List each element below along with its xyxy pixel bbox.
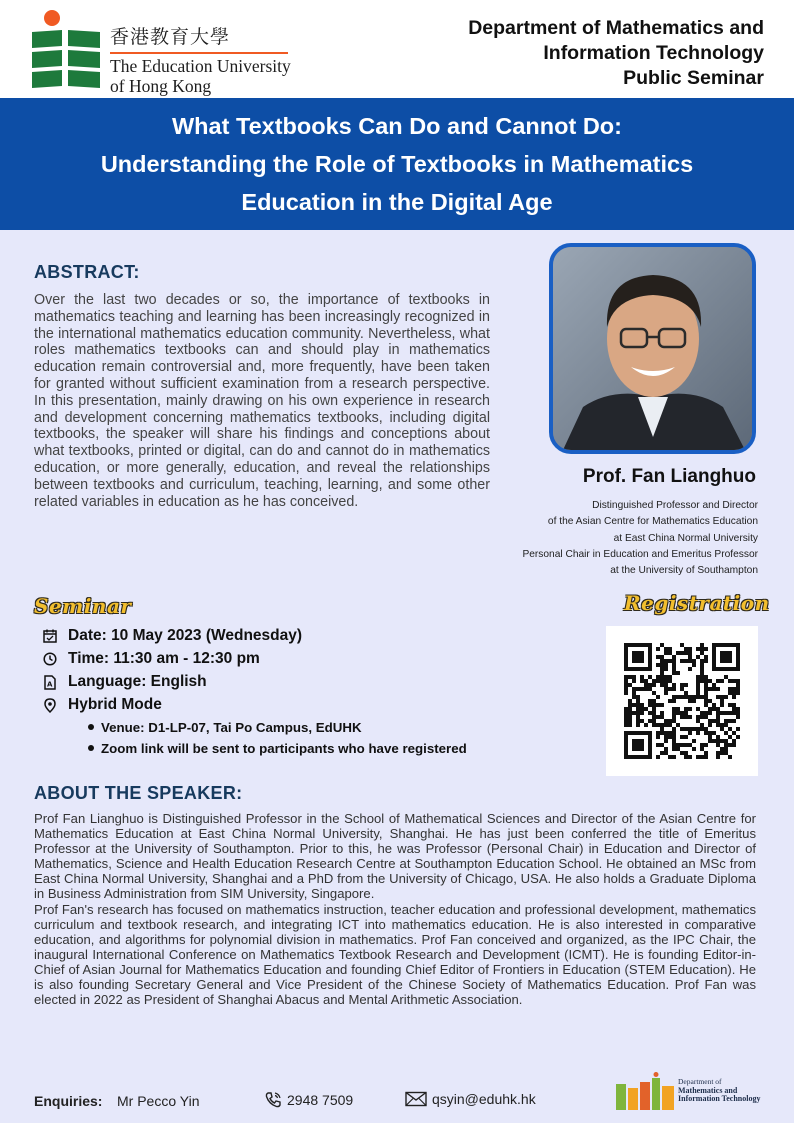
contact-name: Mr Pecco Yin [117,1093,200,1109]
qr-code-icon [606,626,758,776]
abstract-text: Over the last two decades or so, the importance of textbooks in mathematics teaching and learning has been increasingly recognized in the international mathematics education community. Nevertheless, what roles mathematics textbooks can and should play in mathematics education remain controversial and, more frequently, have been taken for granted without sufficient examination from a research perspective. In this presentation, mainly drawing on his own experience in research and development concerning mathematics textbooks, including digital textbooks, the speaker will share his findings and conceptions about what textbooks, printed or digital, can do and cannot do in mathematics education, or more generally, education, and reveal the relationships between textbooks and curriculum, teaching, learning, and some other related variables in education as he has conceived. [34,292,490,510]
speaker-title-line: of the Asian Centre for Mathematics Education [547,516,758,528]
logo-english-line2: of Hong Kong [110,76,212,96]
phone-icon [264,1091,282,1109]
contact-email[interactable] [405,1091,536,1107]
mit-department-name [678,1078,760,1104]
seminar-time-text: Time: 11:30 am - 12:30 pm [68,650,260,667]
speaker-title-line: at East China Normal University [613,532,758,544]
speaker-name: Prof. Fan Lianghuo [582,466,756,487]
dept-line1: Department of Mathematics and [468,17,764,39]
eduhk-logo-mark-icon [30,10,102,90]
abstract-heading: ABSTRACT: [34,262,140,282]
seminar-mode [42,696,162,714]
title-line3: Education in the Digital Age [241,189,553,215]
seminar-label: Seminar [34,594,132,618]
logo-english-line1: The Education University [110,56,291,76]
speaker-title-line: Personal Chair in Education and Emeritus Professor [522,548,758,560]
seminar-mode-text: Hybrid Mode [68,696,162,713]
calendar-icon [42,628,58,644]
registration-qr-code[interactable] [606,626,758,776]
bullet-icon [88,724,94,730]
speaker-portrait-image [553,247,752,450]
location-pin-icon [42,697,58,713]
venue-item [88,720,362,735]
speaker-titles [480,498,758,579]
logo-chinese-name: 香港教育大學 [110,26,231,48]
zoom-text: Zoom link will be sent to participants who have registered [101,741,467,756]
title-line2: Understanding the Role of Textbooks in Mathematics [100,151,694,177]
eduhk-logo[interactable] [30,10,300,96]
about-paragraph-2: Prof Fan's research has focused on mathematics instruction, teacher education and professional development, mathematics curriculum and textbook research, and integrating ICT into mathematics education. He is also interested in comparative education, and algorithms for polynomial division in mathematics. Prof Fan conceived and organized, as the IPC Chair, the inaugural International Conference on Mathematics Textbook Research and Development (ICMT). He is founding Editor-in-Chief of Asian Journal for Mathematics Education and founding Chief Editor of Frontiers in Education (STEM Education). He is also founding Secretary General and Vice President of the Chinese Society of Mathematics Education. Prof Fan was elected in 2022 as President of Shanghai Abacus and Mental Arithmetic Association. [34,901,756,1008]
contact-phone[interactable] [264,1091,353,1109]
seminar-title [71,107,723,221]
bullet-icon [88,745,94,751]
email-address: qsyin@eduhk.hk [432,1091,536,1107]
speaker-title-line: Distinguished Professor and Director [592,500,758,511]
dept-line2: Information Technology [543,42,764,64]
mail-icon [405,1091,427,1107]
clock-icon [42,651,58,667]
department-heading [468,16,764,91]
about-text [34,811,756,1007]
mit-logo-mark-icon [614,1072,678,1112]
title-band [0,98,794,230]
speaker-photo [549,243,756,454]
seminar-time [42,650,260,668]
seminar-date [42,627,302,645]
registration-label: Registration [624,591,770,615]
page-header [0,0,794,98]
title-line1: What Textbooks Can Do and Cannot Do: [172,113,622,139]
dept-line3: Public Seminar [623,67,764,89]
speaker-title-line: at the University of Southampton [610,565,758,577]
mit-line3: Information Technology [678,1094,761,1104]
seminar-language-text: Language: English [68,673,207,690]
about-heading: ABOUT THE SPEAKER: [34,783,243,803]
logo-divider [110,52,288,54]
seminar-date-text: Date: 10 May 2023 (Wednesday) [68,627,303,644]
language-icon [42,674,58,690]
enquiries-label: Enquiries: [34,1093,103,1109]
svg-text:A: A [47,680,53,688]
seminar-language [42,673,207,691]
phone-number: 2948 7509 [287,1092,354,1108]
about-paragraph-1: Prof Fan Lianghuo is Distinguished Professor in the School of Mathematical Sciences and Director of the Asian Centre for Mathematics Education at East China Normal University, Shanghai. He has just been conferred the title of Emeritus Professor at the University of Southampton. Prior to this, he was Professor (Personal Chair) in Education and Director of Mathematics, Science and Health Education Research Centre at Southampton Education School. He obtained an MSc from East China Normal University, Shanghai and a PhD from the University of Chicago, USA. He also holds a Graduate Diploma in Business Administration from SIM University, Singapore. [34,811,756,902]
zoom-item [88,741,467,756]
venue-text: Venue: D1-LP-07, Tai Po Campus, EdUHK [101,720,362,735]
mit-line1: Department of [678,1077,722,1086]
mit-line2: Mathematics and [678,1085,738,1095]
